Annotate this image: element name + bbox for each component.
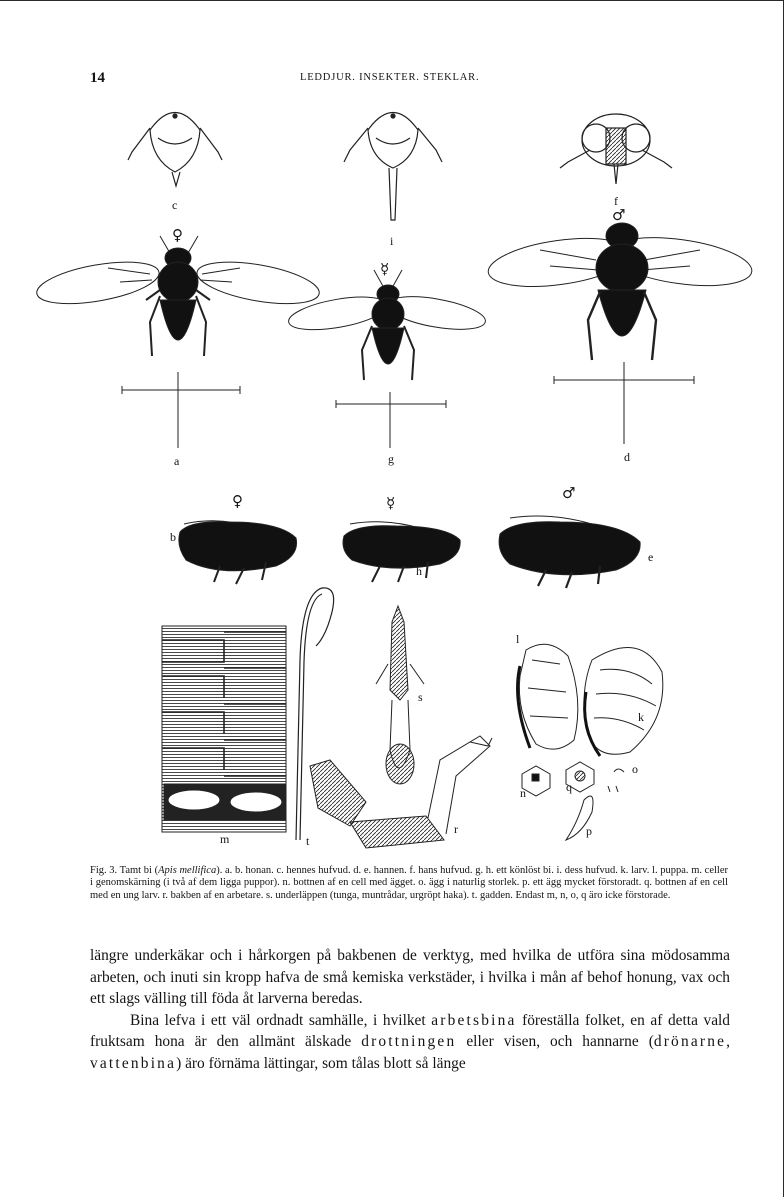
male-symbol-e: ♂ — [562, 484, 576, 502]
term-vattenbina: vattenbina — [90, 1054, 177, 1072]
larva-k — [584, 648, 663, 757]
label-k: k — [638, 710, 644, 724]
drone-head-f — [560, 114, 672, 184]
label-t: t — [306, 834, 310, 848]
male-symbol-d: ♂ — [612, 206, 626, 224]
label-g: g — [388, 452, 394, 466]
label-b: b — [170, 530, 176, 544]
caption-species: Apis mellifica — [158, 865, 217, 876]
worker-sideview-h — [343, 522, 460, 582]
term-arbetsbina: arbetsbina — [431, 1011, 517, 1029]
label-o: o — [632, 762, 638, 776]
label-e: e — [648, 550, 654, 564]
label-l: l — [516, 632, 520, 646]
drone-topview-d — [485, 223, 755, 360]
label-r: r — [454, 822, 458, 836]
label-c: c — [172, 198, 178, 212]
running-head: LEDDJUR. INSEKTER. STEKLAR. — [300, 72, 480, 83]
body-text — [90, 945, 730, 1074]
labium-s — [376, 606, 424, 784]
label-s: s — [418, 690, 423, 704]
female-symbol-a: ♀ — [172, 226, 183, 244]
p2-part-a: Bina lefva i ett väl ordnadt samhälle, i hvilket — [130, 1011, 432, 1029]
queen-head-c — [128, 113, 222, 187]
worker-head-i — [344, 113, 442, 221]
scale-bar-g — [336, 392, 446, 448]
term-drottningen: drottningen — [361, 1033, 457, 1050]
label-n: n — [520, 786, 526, 800]
queen-topview-a — [34, 236, 323, 356]
p2-part-e: ) äro förnäma lättingar, som tålas blott så länge — [176, 1054, 466, 1072]
female-symbol-b: ♀ — [232, 492, 243, 510]
pupa-l — [518, 644, 578, 749]
paragraph-2 — [90, 1010, 730, 1075]
drone-sideview-e — [499, 516, 640, 588]
eggs-o — [608, 769, 624, 792]
figure-caption — [90, 865, 728, 902]
scale-bar-a — [122, 372, 240, 448]
label-d: d — [624, 450, 630, 464]
honeycomb-cells-m — [162, 626, 286, 832]
p2-part-d: , — [726, 1033, 730, 1050]
caption-text: ). a. b. honan. c. hennes hufvud. d. e. hannen. f. hans hufvud. g. h. ett könlöst bi. i. dess hufvud. k. larv. l. puppa. m. celler i genomskärning (i två af dem ligga puppor). n. bottnen af en cell med ägget. o. ägg i naturlig storlek. p. ett ägg mycket förstoradt. q. bottnen af en cell med en ung larv. r. bakben af en arbetare. s. underläppen (tunga, muntrådar, urgröpt haka). t. gadden. Endast m, n, o, q äro icke förstorade. — [90, 865, 728, 901]
worker-symbol-h: ☿ — [386, 494, 396, 512]
caption-prefix: Fig. 3. Tamt bi ( — [90, 865, 159, 876]
p2-part-b: föreställa folket, en af detta vald fruktsam hona är den allmänt älskade — [90, 1011, 730, 1050]
paragraph-1: längre underkäkar och i hårkorgen på bakbenen de verktyg, med hvilka de utföra sina mödosamma arbeten, och inuti sin kropp hafva de små kemiska verkstäder, i hvilka i mån af behof honung, vax och ett slags välling till föda åt larverna beredas. — [90, 947, 730, 1007]
label-q: q — [566, 780, 572, 794]
label-a: a — [174, 454, 180, 468]
page-number: 14 — [90, 70, 105, 86]
p2-part-c: eller visen, och hannarne ( — [456, 1033, 654, 1050]
label-p: p — [586, 824, 592, 838]
scale-bar-d — [554, 362, 694, 444]
term-dronarne: drönarne — [653, 1033, 727, 1050]
label-f: f — [614, 194, 618, 208]
label-h: h — [416, 564, 422, 578]
queen-sideview-b — [179, 521, 297, 584]
worker-symbol-g: ☿ — [380, 260, 390, 278]
label-m: m — [220, 832, 230, 846]
label-i: i — [390, 234, 394, 248]
cell-bottom-n — [522, 766, 550, 796]
